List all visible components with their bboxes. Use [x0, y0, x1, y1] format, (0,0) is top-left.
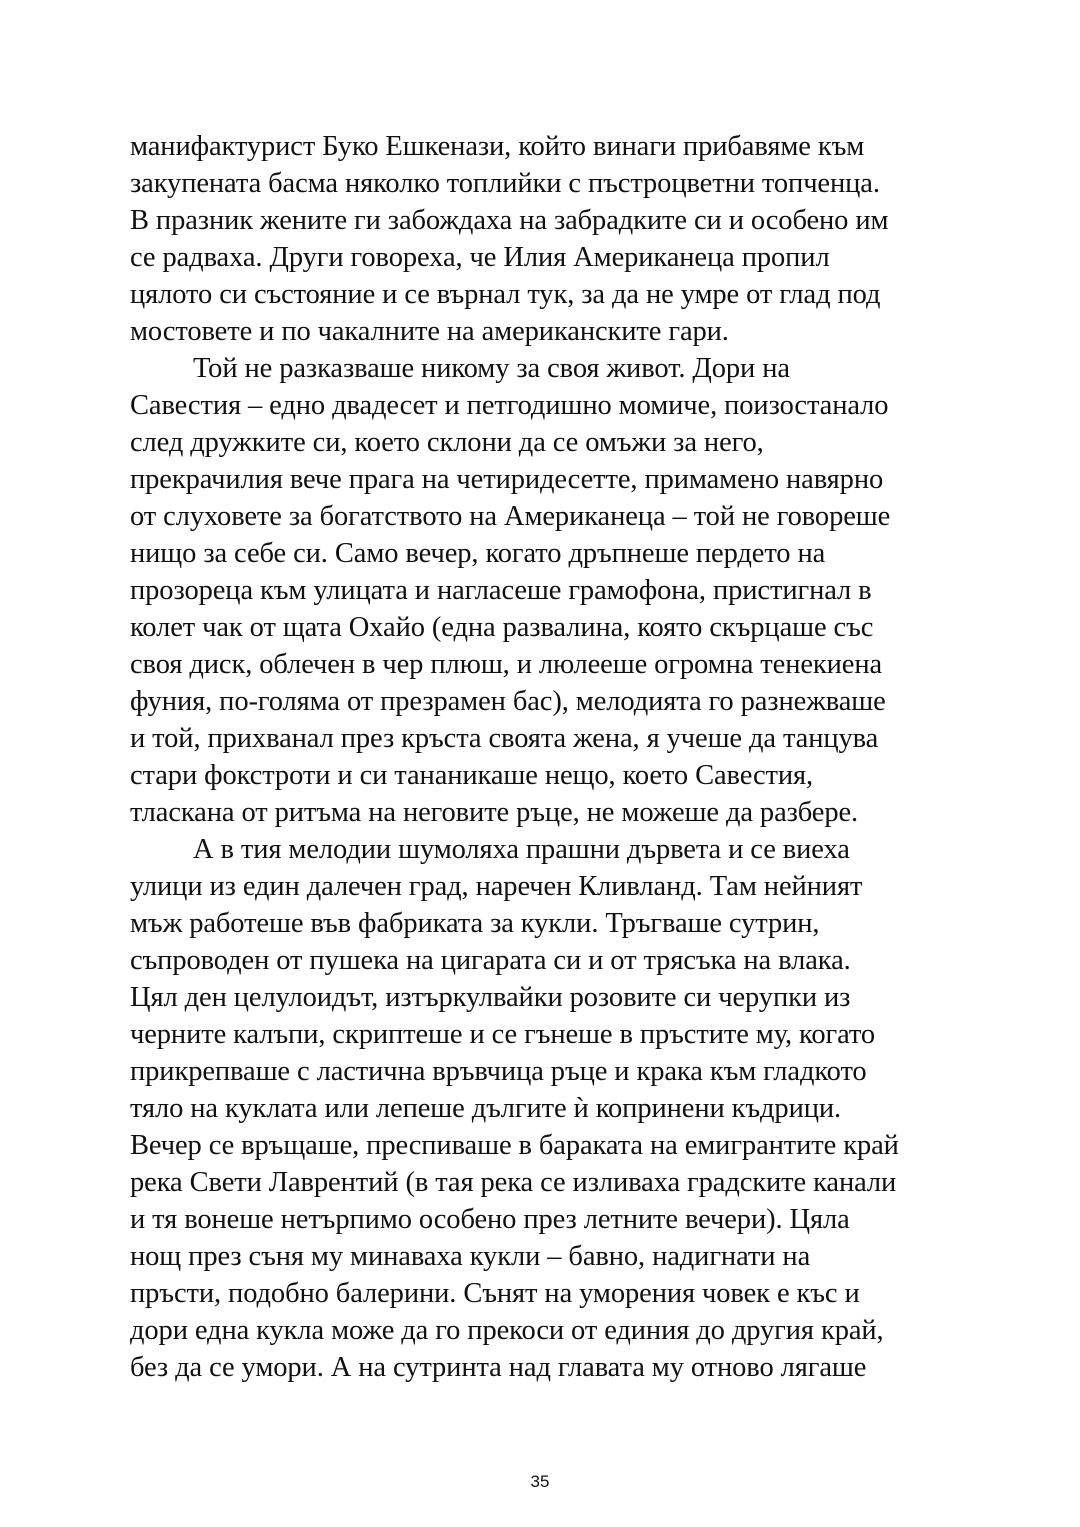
text-line: Цял ден целулоидът, изтъркулвайки розовите си черупки из — [130, 982, 851, 1013]
text-line: река Свети Лаврентий (в тая река се изливаха градските канали — [130, 1167, 897, 1198]
text-line: и той, прихванал през кръста своята жена, я учеше да танцува — [130, 723, 879, 754]
text-line: мостовете и по чакалните на американските гари. — [130, 316, 729, 347]
text-line: дори една кукла може да го прекоси от единия до другия край, — [130, 1315, 884, 1346]
text-line: се радваха. Други говореха, че Илия Американеца пропил — [130, 242, 830, 273]
text-line: Вечер се връщаше, преспиваше в бараката на емигрантите край — [130, 1130, 899, 1161]
text-line: нощ през съня му минаваха кукли – бавно, надигнати на — [130, 1241, 811, 1272]
text-line: В празник жените ги забождаха на забрадките си и особено им — [130, 205, 889, 236]
text-line: прикрепваше с ластична връвчица ръце и крака към гладкото — [130, 1056, 867, 1087]
text-line: мъж работеше във фабриката за кукли. Тръгваше сутрин, — [130, 908, 820, 939]
text-line: прозореца към улицата и нагласеше грамофона, пристигнал в — [130, 575, 872, 606]
text-line: тяло на куклата или лепеше дългите ѝ копринени къдрици. — [130, 1093, 842, 1124]
text-line: и тя вонеше нетърпимо особено през летните вечери). Цяла — [130, 1204, 850, 1235]
text-line: цялото си състояние и се върнал тук, за да не умре от глад под — [130, 279, 881, 310]
page-number: 35 — [530, 1472, 550, 1491]
paragraph-start-line: А в тия мелодии шумоляха прашни дървета и се виеха — [193, 834, 850, 865]
text-line: фуния, по-голяма от презрамен бас), мелодията го разнежваше — [130, 686, 886, 717]
text-line: своя диск, облечен в чер плюш, и люлееше огромна тенекиена — [130, 649, 883, 680]
text-line: от слуховете за богатството на Американеца – той не говореше — [130, 501, 891, 532]
text-line: съпроводен от пушека на цигарата си и от трясъка на влака. — [130, 945, 851, 976]
text-line: след дружките си, което склони да се омъжи за него, — [130, 427, 764, 458]
text-line: пръсти, подобно балерини. Сънят на уморения човек е къс и — [130, 1278, 860, 1309]
text-line: Савестия – едно двадесет и петгодишно момиче, поизостанало — [130, 390, 889, 421]
text-line: прекрачилия вече прага на четиридесетте, примамено навярно — [130, 464, 884, 495]
text-line: черните калъпи, скриптеше и се гънеше в пръстите му, когато — [130, 1019, 876, 1050]
text-line: нищо за себе си. Само вечер, когато дръпнеше пердето на — [130, 538, 826, 569]
text-line: стари фокстроти и си тананикаше нещо, което Савестия, — [130, 760, 814, 791]
text-line: улици из един далечен град, наречен Кливланд. Там нейният — [130, 871, 863, 902]
paragraph-start-line: Той не разказваше никому за своя живот. Дори на — [193, 353, 790, 384]
text-line: тласкана от ритъма на неговите ръце, не можеше да разбере. — [130, 797, 859, 828]
body-text — [130, 128, 960, 1386]
text-line: закупената басма няколко топлийки с пъстроцветни топченца. — [130, 168, 880, 199]
text-line: манифактурист Буко Ешкенази, който винаги прибавяме към — [130, 131, 865, 162]
text-line: без да се умори. А на сутринта над главата му отново лягаше — [130, 1352, 867, 1383]
text-line: колет чак от щата Охайо (една развалина, която скърцаше със — [130, 612, 874, 643]
